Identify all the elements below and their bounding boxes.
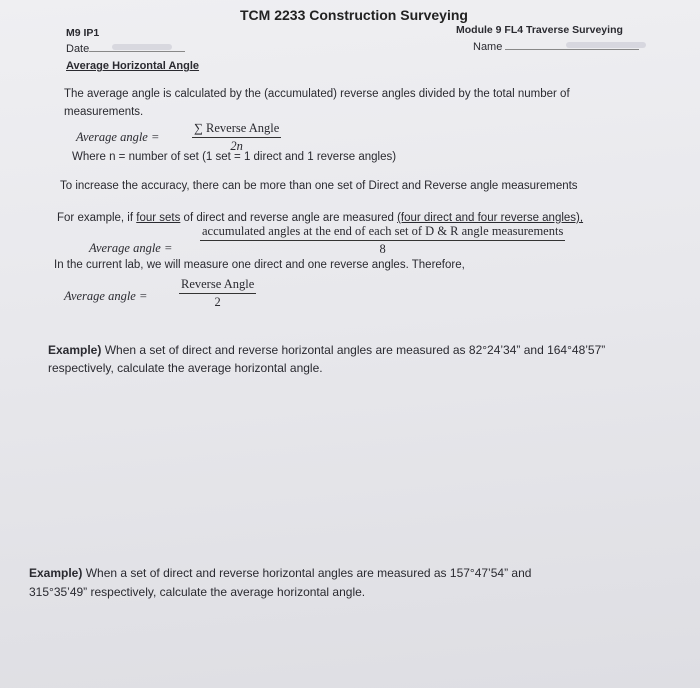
example2-label: Example) [29, 566, 83, 580]
formula3-fraction [179, 277, 256, 310]
example1-line-1 [48, 343, 605, 357]
current-lab-line: In the current lab, we will measure one direct and one reverse angles. Therefore, [54, 259, 465, 271]
formula2-numerator: accumulated angles at the end of each set of D & R angle measurements [200, 224, 565, 241]
erased-handwriting [112, 44, 172, 50]
example2-line-1 [29, 566, 531, 580]
intro-line-1: The average angle is calculated by the (accumulated) reverse angles divided by the total number of [64, 88, 570, 100]
formula1-denominator: 2n [230, 139, 243, 153]
formula1-fraction [192, 121, 281, 154]
module-code: M9 IP1 [66, 27, 100, 39]
example1-line-2: respectively, calculate the average horizontal angle. [48, 361, 323, 375]
formula1-lhs: Average angle = [76, 130, 160, 144]
formula2-fraction [200, 224, 565, 257]
formula1-numerator: ∑ Reverse Angle [192, 121, 281, 138]
section-title: Average Horizontal Angle [66, 60, 200, 72]
example1-label: Example) [48, 343, 102, 357]
intro-line-2: measurements. [64, 106, 144, 118]
where-line: Where n = number of set (1 set = 1 direct and 1 reverse angles) [72, 151, 397, 163]
formula3-denominator: 2 [214, 295, 221, 309]
name-label: Name [473, 41, 503, 53]
example1-text: When a set of direct and reverse horizontal angles are measured as 82°24’34” and 164°48’57” [101, 343, 606, 357]
four-sets-text: four sets [136, 212, 181, 224]
formula3-lhs: Average angle = [64, 289, 148, 303]
module-title: Module 9 FL4 Traverse Surveying [456, 24, 623, 36]
accuracy-line: To increase the accuracy, there can be more than one set of Direct and Reverse angle measurements [60, 180, 578, 192]
example-para-middle: of direct and reverse angle are measured [180, 212, 398, 224]
example-para-prefix: For example, if [57, 212, 137, 224]
example2-text: When a set of direct and reverse horizontal angles are measured as 157°47’54” and [82, 566, 532, 580]
example-paragraph [57, 212, 583, 224]
formula2-denominator: 8 [379, 242, 386, 256]
example2-line-2: 315°35’49” respectively, calculate the average horizontal angle. [29, 585, 366, 599]
erased-handwriting-2 [566, 42, 646, 48]
formula3-numerator: Reverse Angle [179, 277, 256, 294]
four-direct-reverse-text: (four direct and four reverse angles), [397, 212, 584, 224]
course-title: TCM 2233 Construction Surveying [240, 7, 468, 23]
date-label: Date [66, 43, 90, 55]
formula2-lhs: Average angle = [89, 241, 173, 255]
